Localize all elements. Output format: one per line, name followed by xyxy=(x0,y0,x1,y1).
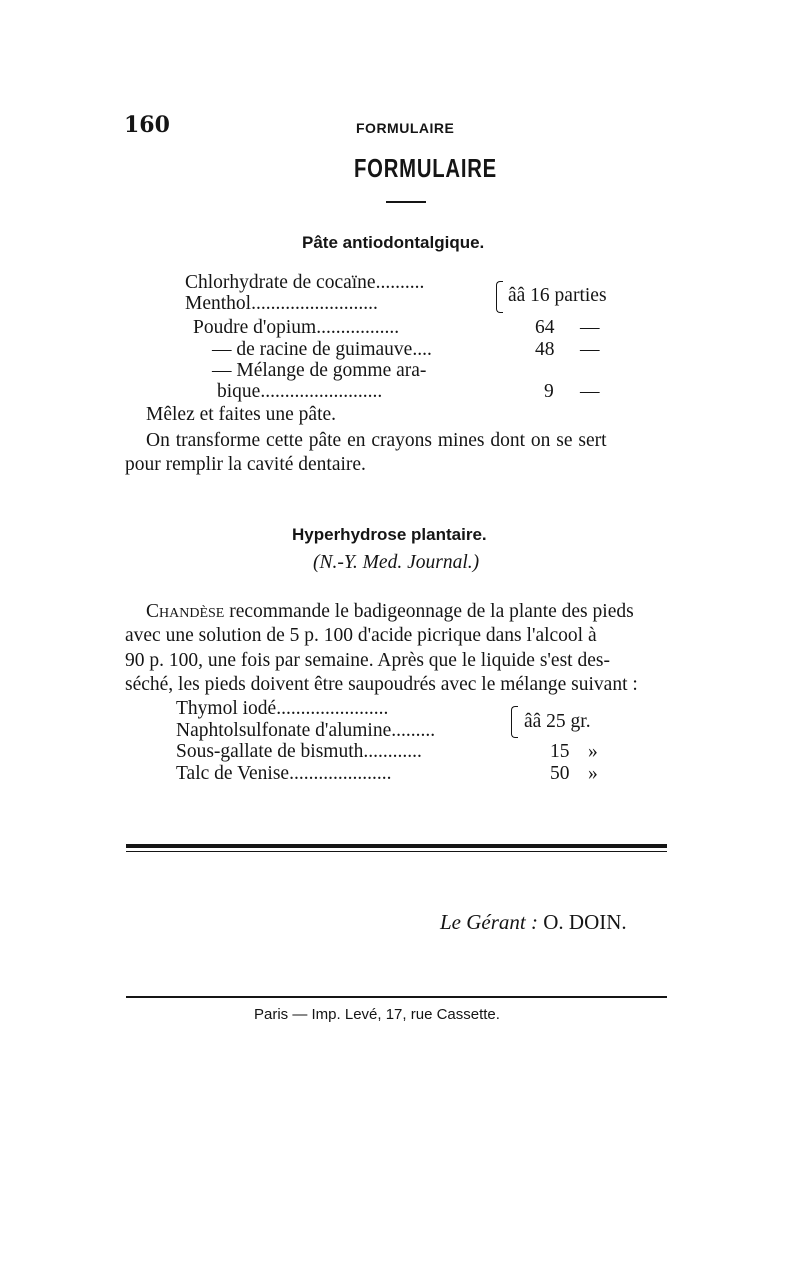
ingredient-quantity: 48 xyxy=(535,339,555,360)
ingredient-name: Sous-gallate de bismuth............ xyxy=(176,741,422,762)
paragraph-line xyxy=(146,601,634,623)
ingredient-name: Thymol iodé....................... xyxy=(176,698,389,719)
ingredient-unit: » xyxy=(588,741,598,762)
ingredient-name: Talc de Venise..................... xyxy=(176,763,392,784)
ingredient-name: Naphtolsulfonate d'alumine......... xyxy=(176,720,436,741)
paragraph-line: On transforme cette pâte en crayons mines dont on se sert xyxy=(146,430,607,451)
running-title: FORMULAIRE xyxy=(356,120,455,136)
author-name: Chandèse xyxy=(146,601,225,622)
recipe-title: Hyperhydrose plantaire. xyxy=(292,525,487,544)
ingredient-name: Poudre d'opium................. xyxy=(193,317,400,338)
ingredient-name: bique......................... xyxy=(217,381,383,402)
paragraph-line: pour remplir la cavité dentaire. xyxy=(125,454,366,475)
page-number: 160 xyxy=(124,112,170,138)
signature-label: Le Gérant : xyxy=(440,910,538,934)
section-title: FORMULAIRE xyxy=(354,153,497,183)
signature xyxy=(440,910,627,935)
ingredient-unit: — xyxy=(580,381,600,402)
ingredient-unit: — xyxy=(580,339,600,360)
ingredient-quantity: 15 xyxy=(550,741,570,762)
title-divider xyxy=(386,201,426,203)
ingredient-quantity: ââ 25 gr. xyxy=(524,711,591,732)
ingredient-unit: — xyxy=(580,317,600,338)
imprint-text: Paris — Imp. Levé, 17, rue Cassette. xyxy=(254,1006,500,1023)
paragraph-line: avec une solution de 5 p. 100 d'acide picrique dans l'alcool à xyxy=(125,625,597,646)
source-citation: (N.-Y. Med. Journal.) xyxy=(313,552,480,573)
ingredient-name: Menthol.......................... xyxy=(185,293,378,314)
paragraph-text: recommande le badigeonnage de la plante des pieds xyxy=(229,601,634,622)
imprint-rule xyxy=(126,996,667,998)
signature-name: O. DOIN. xyxy=(543,910,627,934)
ingredient-quantity: 50 xyxy=(550,763,570,784)
brace-icon xyxy=(496,281,503,313)
instruction-text: Mêlez et faites une pâte. xyxy=(146,404,337,425)
ingredient-unit: » xyxy=(588,763,598,784)
ingredient-quantity: ââ 16 parties xyxy=(508,285,607,306)
ingredient-quantity: 9 xyxy=(544,381,554,402)
ingredient-name: — de racine de guimauve.... xyxy=(212,339,432,360)
closing-rule xyxy=(126,844,667,848)
paragraph-line: séché, les pieds doivent être saupoudrés avec le mélange suivant : xyxy=(125,674,638,695)
ingredient-name: — Mélange de gomme ara- xyxy=(212,360,427,381)
closing-rule-thin xyxy=(126,851,667,852)
paragraph-line: 90 p. 100, une fois par semaine. Après que le liquide s'est des- xyxy=(125,650,610,671)
brace-icon xyxy=(511,706,518,738)
recipe-title: Pâte antiodontalgique. xyxy=(302,233,485,252)
ingredient-quantity: 64 xyxy=(535,317,555,338)
ingredient-name: Chlorhydrate de cocaïne.......... xyxy=(185,272,425,293)
